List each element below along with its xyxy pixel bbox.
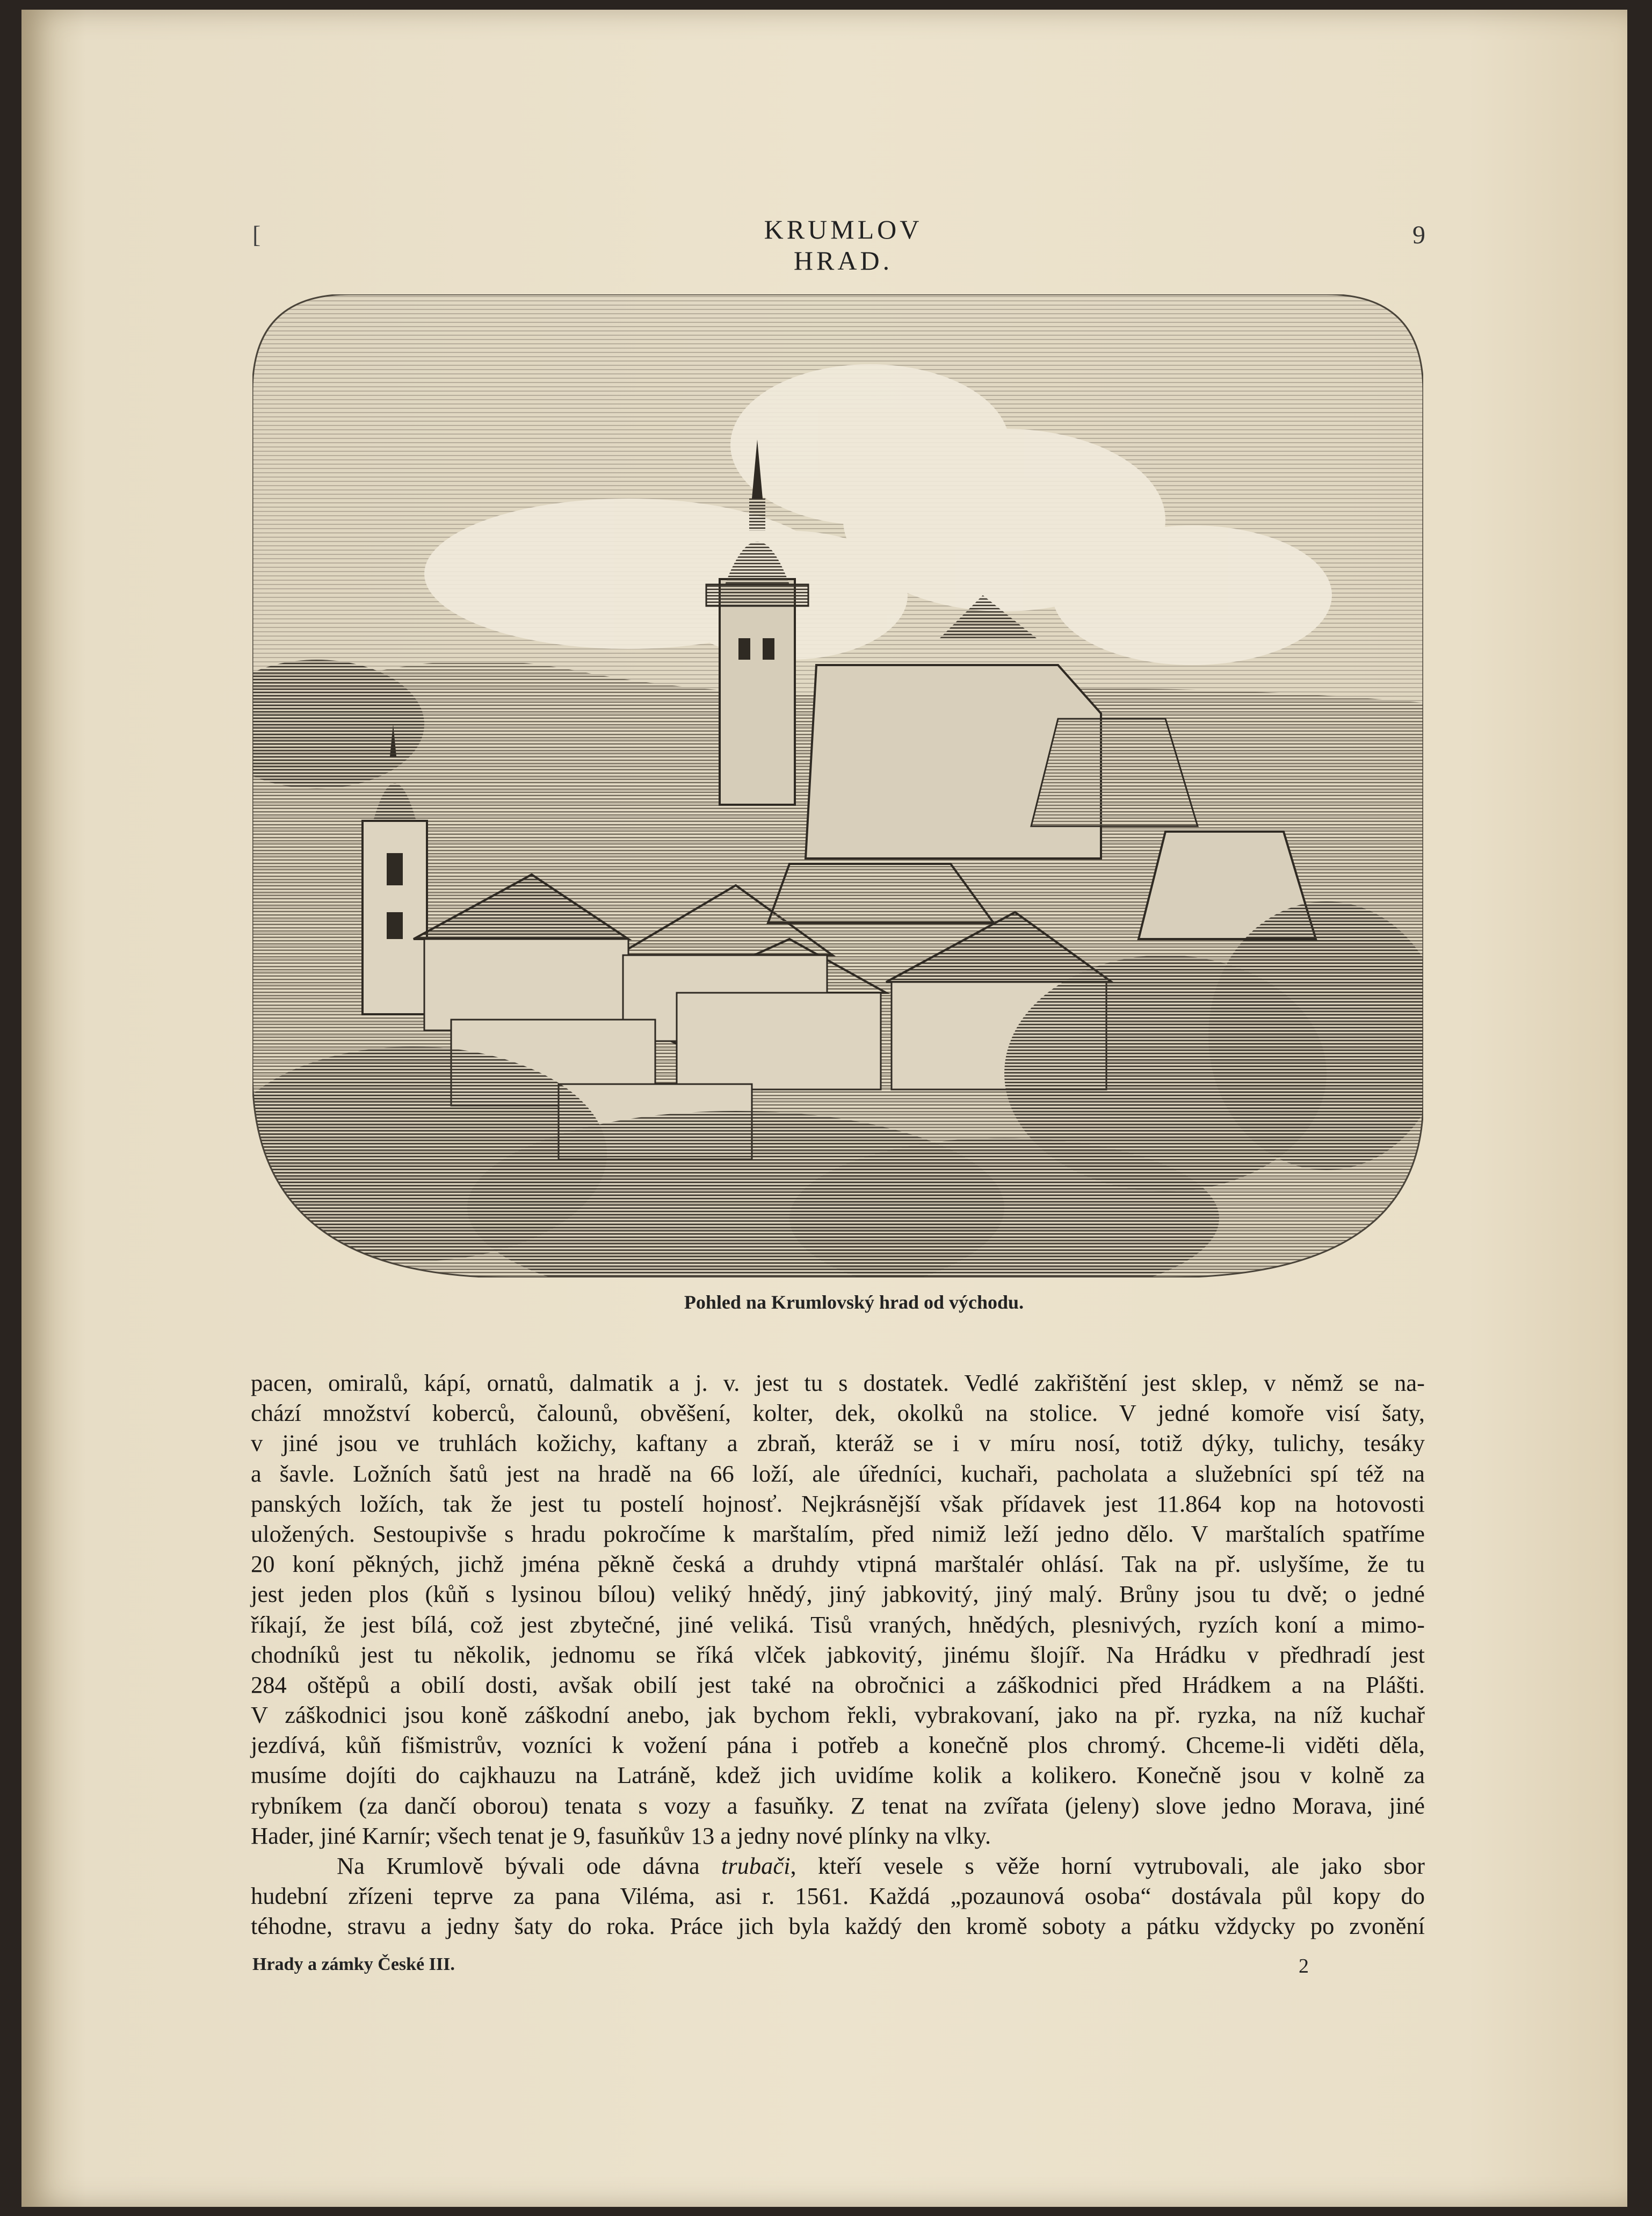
para2-rest: , kteří vesele s věže horní vytrubovali, ale jako sbor xyxy=(790,1852,1425,1879)
margin-mark: [ xyxy=(252,221,261,248)
book-page xyxy=(21,10,1627,2207)
footer-signature: Hrady a zámky České III. xyxy=(252,1954,455,1974)
text-line: Hader, jiné Karnír; všech tenat je 9, fasuňkův 13 a jedny nové plínky na vlky. xyxy=(251,1822,991,1849)
text-line: panských ložích, tak že jest tu postelí hojnosť. Nejkrásnější však přídavek jest 11.864 kop na hotovosti xyxy=(251,1490,1425,1517)
italic-term: trubači xyxy=(721,1852,791,1879)
engraving-illustration xyxy=(252,294,1423,1277)
page-number: 9 xyxy=(1412,221,1425,249)
body-text xyxy=(251,1368,1425,1941)
text-line: jest jeden plos (kůň s lysinou bílou) veliký hnědý, jiný jabkovitý, jiný malý. Brůny jsou tu dvě; o jedné xyxy=(251,1580,1425,1608)
text-line: rybníkem (za dančí oborou) tenata s vozy a fasuňky. Z tenat na zvířata (jeleny) slove jedno Morava, jiné xyxy=(251,1792,1425,1819)
text-line: uložených. Sestoupivše s hradu pokročíme k marštalím, před nimiž leží jedno dělo. V marštalích spatříme xyxy=(251,1520,1425,1547)
text-line: hudební zřízeni teprve za pana Viléma, asi r. 1561. Každá „pozaunová osoba“ dostávala půl kopy do xyxy=(251,1882,1425,1910)
text-line: 284 oštěpů a obilí dosti, avšak obilí jest také na obročnici a záškodnici před Hrádkem a na Plášti. xyxy=(251,1671,1425,1698)
text-line: pacen, omiralů, kápí, ornatů, dalmatik a j. v. jest tu s dostatek. Vedlé zakřištění jest sklep, v němž se na- xyxy=(251,1369,1425,1396)
text-line: chází množství koberců, čalounů, obvěšení, kolter, dek, okolků na stolice. V jedné komoře visí šaty, xyxy=(251,1399,1425,1427)
text-line: jezdívá, kůň fišmistrův, vozníci k vožení pána i potřeb a konečně plos chromý. Chceme-li viděti děla, xyxy=(251,1731,1425,1759)
text-line: téhodne, stravu a jedny šaty do roka. Práce jich byla každý den kromě soboty a pátku vždycky po zvonění xyxy=(251,1912,1425,1940)
footer-sheet-number: 2 xyxy=(1299,1955,1309,1977)
running-head: KRUMLOV HRAD. xyxy=(764,214,923,276)
text-line: 20 koní pěkných, jichž jména pěkně česká a druhdy vtipná marštalér ohlásí. Tak na př. uslyšíme, že tu xyxy=(251,1550,1425,1578)
text-line: v jiné jsou ve truhlách kožichy, kaftany a zbraň, kteráž se i v míru nosí, totiž dýky, tulichy, tesáky xyxy=(251,1430,1425,1457)
text-line: říkají, že jest bílá, což jest zbytečné, jiné veliká. Tisů vraných, hnědých, plesnivých, ryzích koní a mimo- xyxy=(251,1611,1425,1638)
para2-start: Na Krumlově bývali ode dávna xyxy=(337,1852,721,1879)
text-line: chodníků jest tu několik, jednomu se říká vlček jabkovitý, jinému šlojíř. Na Hrádku v předhradí jest xyxy=(251,1641,1425,1668)
text-line: musíme dojíti do cajkhauzu na Latráně, kdež jich uvidíme kolik a kolikero. Konečně jsou v kolně za xyxy=(251,1762,1425,1789)
paragraph-start xyxy=(251,1851,1425,1881)
illustration-caption: Pohled na Krumlovský hrad od východu. xyxy=(684,1291,1024,1313)
text-line: V záškodnici jsou koně záškodní anebo, jak bychom řekli, vybrakovaní, jako na př. ryzka, na níž kuchař xyxy=(251,1701,1425,1729)
text-line: a šavle. Ložních šatů jest na hradě na 66 loží, ale úředníci, kuchaři, pacholata a služebníci spí též na xyxy=(251,1460,1425,1487)
